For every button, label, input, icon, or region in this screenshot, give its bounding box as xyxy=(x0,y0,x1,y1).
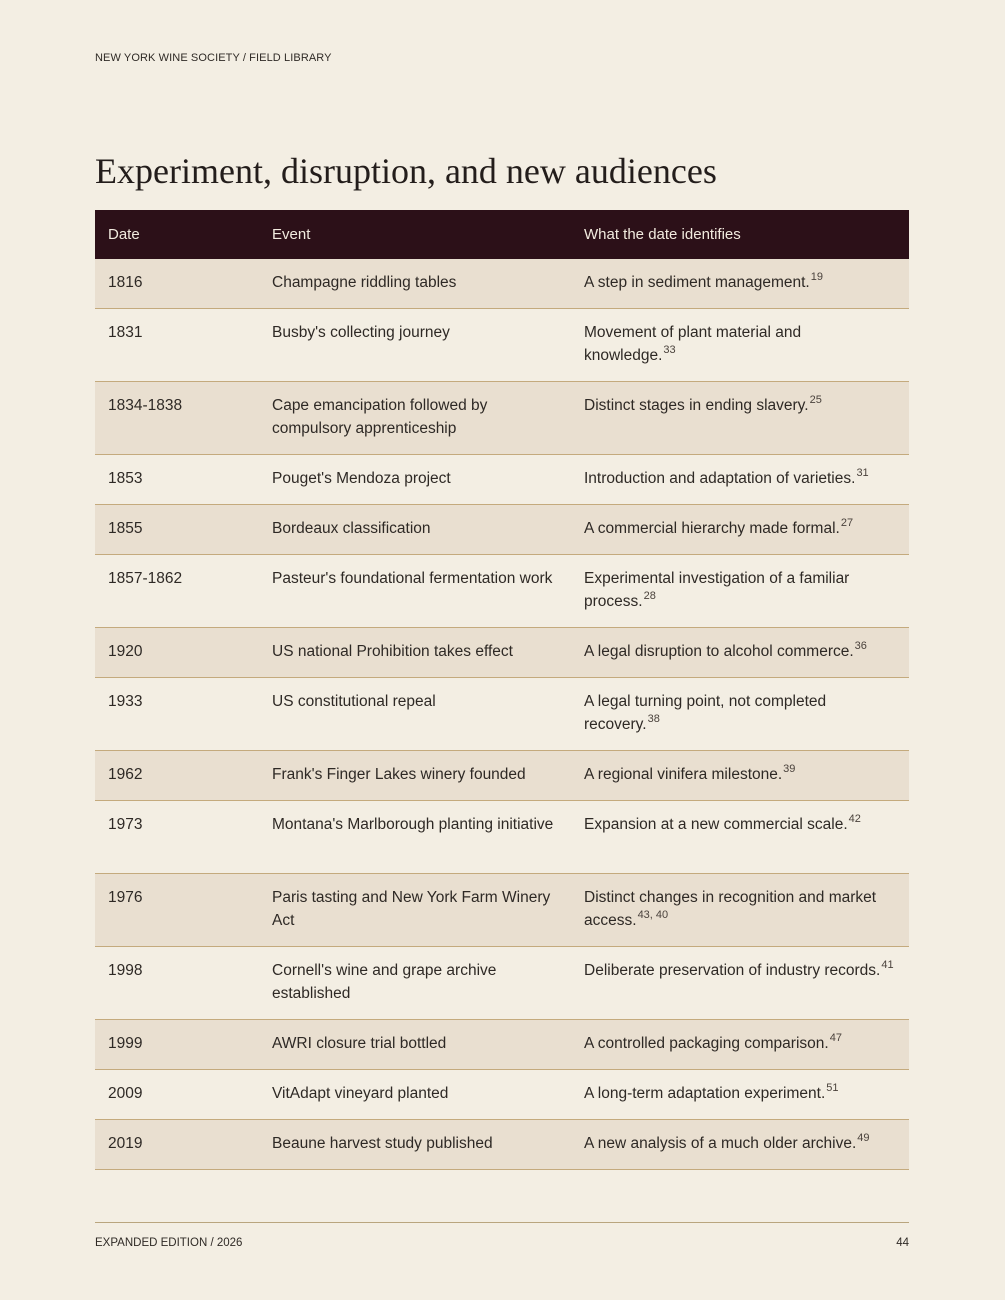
identifies-text: Experimental investigation of a familiar process. xyxy=(584,570,850,610)
row-event: Champagne riddling tables xyxy=(259,259,571,309)
table-row xyxy=(95,678,909,751)
row-event: Frank's Finger Lakes winery founded xyxy=(259,751,571,801)
footnote-ref: 36 xyxy=(854,640,867,652)
row-date: 1962 xyxy=(95,751,259,801)
identifies-text: Distinct changes in recognition and market access. xyxy=(584,889,877,929)
identifies-text: A controlled packaging comparison. xyxy=(584,1035,829,1052)
footnote-ref: 43, 40 xyxy=(637,909,669,921)
identifies-text: A commercial hierarchy made formal. xyxy=(584,520,840,537)
row-date: 1853 xyxy=(95,455,259,505)
table-row xyxy=(95,801,909,874)
row-date: 1920 xyxy=(95,628,259,678)
identifies-text: Deliberate preservation of industry records. xyxy=(584,962,881,979)
table-row xyxy=(95,382,909,455)
row-identifies xyxy=(571,751,909,801)
row-identifies xyxy=(571,1120,909,1170)
footnote-ref: 47 xyxy=(829,1032,842,1044)
table-row xyxy=(95,1120,909,1170)
identifies-text: A legal turning point, not completed recovery. xyxy=(584,693,827,733)
column-header-event: Event xyxy=(272,226,311,243)
page-number: 44 xyxy=(896,1237,909,1249)
row-event: Paris tasting and New York Farm Winery Act xyxy=(259,874,571,947)
row-event: AWRI closure trial bottled xyxy=(259,1020,571,1070)
footer-divider xyxy=(95,1222,909,1223)
table-row xyxy=(95,947,909,1020)
footnote-ref: 49 xyxy=(857,1132,870,1144)
timeline-table xyxy=(95,210,909,1170)
table-row xyxy=(95,751,909,801)
row-identifies xyxy=(571,628,909,678)
table-row xyxy=(95,628,909,678)
row-date: 1857-1862 xyxy=(95,555,259,628)
identifies-text: Movement of plant material and knowledge. xyxy=(584,324,802,364)
row-identifies xyxy=(571,874,909,947)
footnote-ref: 33 xyxy=(663,344,676,356)
footnote-ref: 39 xyxy=(783,763,796,775)
footnote-ref: 28 xyxy=(643,590,656,602)
row-event: VitAdapt vineyard planted xyxy=(259,1070,571,1120)
table-row xyxy=(95,455,909,505)
row-event: Montana's Marlborough planting initiative xyxy=(259,801,571,874)
footnote-ref: 25 xyxy=(809,394,822,406)
row-date: 1933 xyxy=(95,678,259,751)
row-identifies xyxy=(571,309,909,382)
row-identifies xyxy=(571,555,909,628)
identifies-text: Introduction and adaptation of varieties. xyxy=(584,470,856,487)
row-identifies xyxy=(571,259,909,309)
row-identifies xyxy=(571,678,909,751)
footer-edition: EXPANDED EDITION / 2026 xyxy=(95,1237,243,1249)
footnote-ref: 42 xyxy=(848,813,861,825)
footnote-ref: 38 xyxy=(647,713,660,725)
row-event: US constitutional repeal xyxy=(259,678,571,751)
row-identifies xyxy=(571,455,909,505)
row-event: Busby's collecting journey xyxy=(259,309,571,382)
table-row xyxy=(95,1070,909,1120)
row-event: Pouget's Mendoza project xyxy=(259,455,571,505)
row-event: Cape emancipation followed by compulsory apprenticeship xyxy=(259,382,571,455)
table-row xyxy=(95,505,909,555)
row-identifies xyxy=(571,1020,909,1070)
table-row xyxy=(95,309,909,382)
row-date: 1834-1838 xyxy=(95,382,259,455)
identifies-text: A step in sediment management. xyxy=(584,274,810,291)
row-event: Cornell's wine and grape archive established xyxy=(259,947,571,1020)
identifies-text: A new analysis of a much older archive. xyxy=(584,1135,857,1152)
footnote-ref: 19 xyxy=(810,271,823,283)
row-identifies xyxy=(571,801,909,874)
footnote-ref: 31 xyxy=(856,467,869,479)
column-header-identifies: What the date identifies xyxy=(584,226,741,243)
row-identifies xyxy=(571,505,909,555)
row-event: Beaune harvest study published xyxy=(259,1120,571,1170)
identifies-text: Distinct stages in ending slavery. xyxy=(584,397,809,414)
row-date: 1998 xyxy=(95,947,259,1020)
row-identifies xyxy=(571,382,909,455)
row-date: 1831 xyxy=(95,309,259,382)
identifies-text: A legal disruption to alcohol commerce. xyxy=(584,643,854,660)
row-date: 1976 xyxy=(95,874,259,947)
table-row xyxy=(95,874,909,947)
row-event: US national Prohibition takes effect xyxy=(259,628,571,678)
row-identifies xyxy=(571,947,909,1020)
table-row xyxy=(95,1020,909,1070)
row-date: 1816 xyxy=(95,259,259,309)
row-date: 1855 xyxy=(95,505,259,555)
identifies-text: A regional vinifera milestone. xyxy=(584,766,783,783)
row-date: 1973 xyxy=(95,801,259,874)
row-event: Bordeaux classification xyxy=(259,505,571,555)
footnote-ref: 41 xyxy=(881,959,894,971)
identifies-text: Expansion at a new commercial scale. xyxy=(584,816,848,833)
column-header-date: Date xyxy=(108,226,140,243)
row-event: Pasteur's foundational fermentation work xyxy=(259,555,571,628)
timeline-table-container xyxy=(95,210,909,1170)
running-head: NEW YORK WINE SOCIETY / FIELD LIBRARY xyxy=(95,52,332,64)
footnote-ref: 27 xyxy=(840,517,854,529)
identifies-text: A long-term adaptation experiment. xyxy=(584,1085,826,1102)
table-header-row xyxy=(95,210,909,259)
row-date: 2009 xyxy=(95,1070,259,1120)
page-title: Experiment, disruption, and new audiences xyxy=(95,151,717,191)
row-date: 1999 xyxy=(95,1020,259,1070)
row-date: 2019 xyxy=(95,1120,259,1170)
row-identifies xyxy=(571,1070,909,1120)
footnote-ref: 51 xyxy=(826,1082,839,1094)
table-row xyxy=(95,555,909,628)
table-row xyxy=(95,259,909,309)
